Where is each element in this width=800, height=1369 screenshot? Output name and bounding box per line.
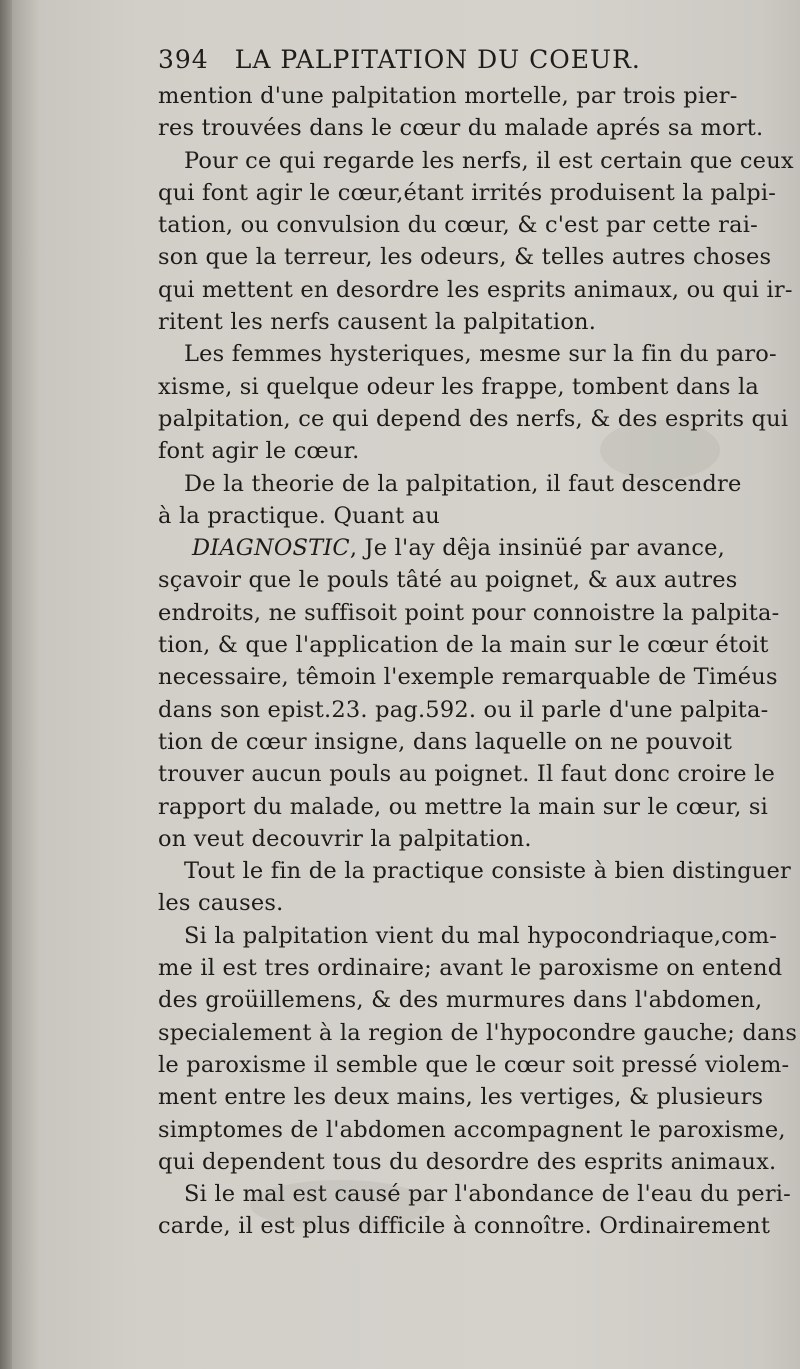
running-header [158, 40, 790, 80]
text-line: De la theorie de la palpitation, il faut descendre [184, 470, 742, 497]
text-line: necessaire, têmoin l'exemple remarquable de Timéus [158, 664, 778, 691]
text-line: des groüillemens, & des murmures dans l'abdomen, [158, 987, 763, 1014]
text-line: endroits, ne suffisoit point pour connoistre la palpita- [158, 599, 780, 626]
running-title: LA PALPITATION DU COEUR. [234, 45, 641, 74]
text-line: dans son epist.23. pag.592. ou il parle d'une palpita- [158, 696, 769, 723]
text-line: Si la palpitation vient du mal hypocondriaque,com- [184, 922, 778, 949]
page-gutter-shadow [0, 0, 12, 1369]
text-line: simptomes de l'abdomen accompagnent le paroxisme, [158, 1116, 786, 1143]
text-line: trouver aucun pouls au poignet. Il faut donc croire le [158, 761, 775, 788]
text-line [158, 532, 790, 564]
text-line: tion de cœur insigne, dans laquelle on ne pouvoit [158, 728, 733, 755]
text-line: Pour ce qui regarde les nerfs, il est certain que ceux [184, 147, 794, 174]
text-line: carde, il est plus difficile à connoître. Ordinairement [158, 1213, 771, 1240]
text-line: Tout le fin de la practique consiste à bien distinguer [184, 858, 791, 885]
text-line: me il est tres ordinaire; avant le paroxisme on entend [158, 955, 783, 982]
text-line: tion, & que l'application de la main sur le cœur étoit [158, 632, 769, 659]
text-line: sçavoir que le pouls tâté au poignet, & aux autres [158, 567, 738, 594]
text-line: on veut decouvrir la palpitation. [158, 825, 532, 852]
body-text [158, 80, 798, 1243]
text-line: ritent les nerfs causent la palpitation. [158, 309, 597, 336]
text-line: ment entre les deux mains, les vertiges, & plusieurs [158, 1084, 764, 1111]
text-line: xisme, si quelque odeur les frappe, tombent dans la [158, 373, 759, 400]
text-line: font agir le cœur. [158, 438, 360, 465]
text-line: tation, ou convulsion du cœur, & c'est par cette rai- [158, 212, 758, 239]
text-line: qui mettent en desordre les esprits animaux, ou qui ir- [158, 276, 793, 303]
text-line: rapport du malade, ou mettre la main sur le cœur, si [158, 793, 769, 820]
text-line: qui dependent tous du desordre des esprits animaux. [158, 1148, 777, 1175]
line-rest: , Je l'ay dêja insinüé par avance, [349, 535, 726, 562]
text-line: le paroxisme il semble que le cœur soit pressé violem- [158, 1051, 790, 1078]
text-line: res trouvées dans le cœur du malade aprés sa mort. [158, 115, 764, 142]
text-line: Si le mal est causé par l'abondance de l'eau du peri- [184, 1181, 791, 1208]
text-line: palpitation, ce qui depend des nerfs, & des esprits qui [158, 405, 789, 432]
text-line: Les femmes hysteriques, mesme sur la fin du paro- [184, 341, 777, 368]
italic-term: DIAGNOSTIC [192, 535, 350, 562]
text-line: specialement à la region de l'hypocondre gauche; dans [158, 1019, 798, 1046]
text-line: son que la terreur, les odeurs, & telles autres choses [158, 244, 772, 271]
text-line: mention d'une palpitation mortelle, par trois pier- [158, 83, 738, 109]
text-line: qui font agir le cœur,étant irrités produisent la palpi- [158, 179, 777, 206]
text-line: les causes. [158, 890, 284, 917]
text-block [158, 40, 798, 1243]
text-line: à la practique. Quant au [158, 502, 440, 529]
page-number: 394 [158, 45, 209, 74]
